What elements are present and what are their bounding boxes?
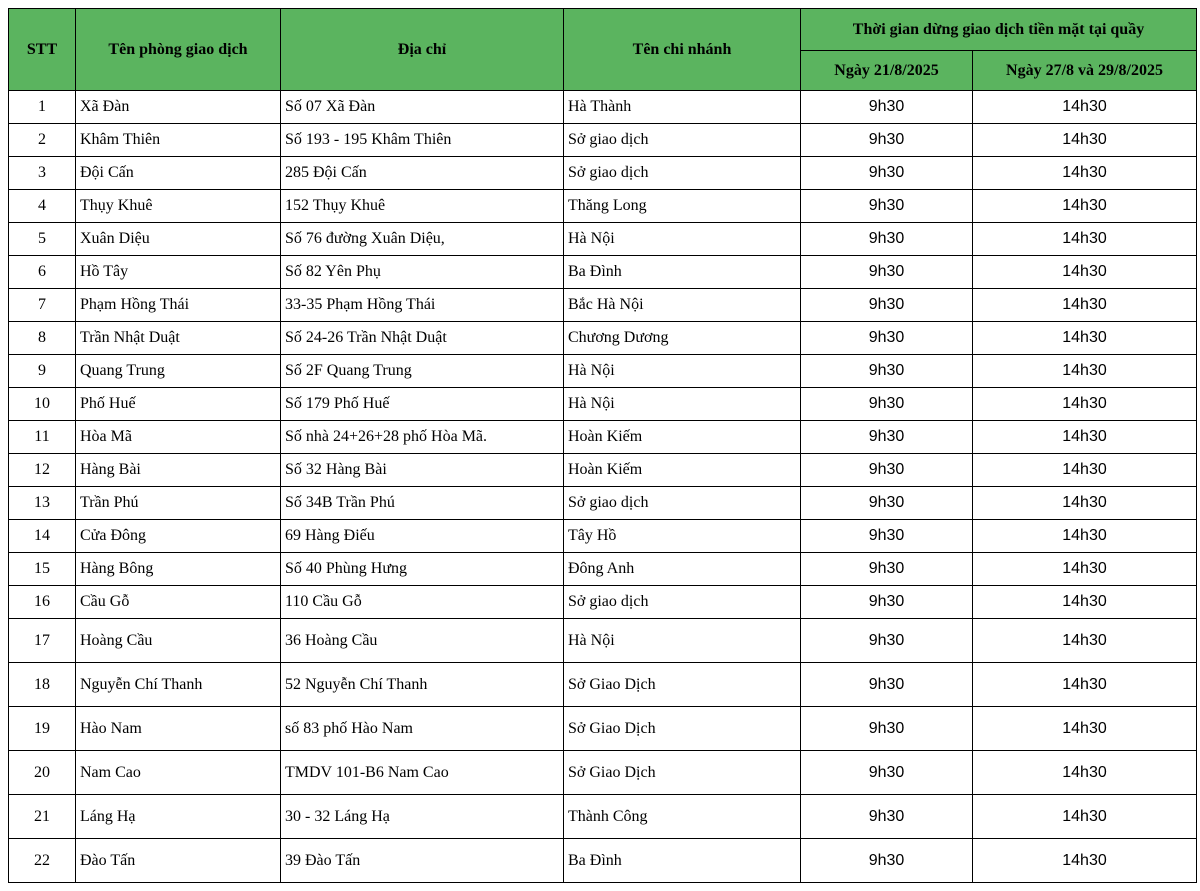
- table-row: [9, 388, 1197, 421]
- row-address: Số 193 - 195 Khâm Thiên: [281, 124, 564, 157]
- row-stt: 19: [9, 707, 76, 751]
- row-branch: Chương Dương: [564, 322, 801, 355]
- row-time-date2: 14h30: [973, 795, 1197, 839]
- row-time-date1: 9h30: [801, 157, 973, 190]
- row-stt: 5: [9, 223, 76, 256]
- table-row: [9, 663, 1197, 707]
- row-address: 39 Đào Tấn: [281, 839, 564, 883]
- table-header: [9, 9, 1197, 91]
- row-branch: Hoàn Kiếm: [564, 454, 801, 487]
- row-office-name: Láng Hạ: [76, 795, 281, 839]
- row-office-name: Hàng Bài: [76, 454, 281, 487]
- row-office-name: Phạm Hồng Thái: [76, 289, 281, 322]
- row-time-date2: 14h30: [973, 388, 1197, 421]
- row-branch: Sở Giao Dịch: [564, 663, 801, 707]
- row-stt: 12: [9, 454, 76, 487]
- table-row: [9, 586, 1197, 619]
- table-row: [9, 421, 1197, 454]
- row-time-date2: 14h30: [973, 751, 1197, 795]
- row-time-date1: 9h30: [801, 619, 973, 663]
- table-row: [9, 190, 1197, 223]
- row-time-date2: 14h30: [973, 487, 1197, 520]
- row-time-date1: 9h30: [801, 91, 973, 124]
- row-office-name: Hào Nam: [76, 707, 281, 751]
- row-address: Số 76 đường Xuân Diệu,: [281, 223, 564, 256]
- row-address: Số 82 Yên Phụ: [281, 256, 564, 289]
- row-branch: Sở giao dịch: [564, 124, 801, 157]
- row-office-name: Xuân Diệu: [76, 223, 281, 256]
- row-office-name: Hoàng Cầu: [76, 619, 281, 663]
- row-time-date1: 9h30: [801, 663, 973, 707]
- row-branch: Ba Đình: [564, 839, 801, 883]
- table-row: [9, 751, 1197, 795]
- row-office-name: Đội Cấn: [76, 157, 281, 190]
- row-time-date2: 14h30: [973, 553, 1197, 586]
- row-time-date1: 9h30: [801, 124, 973, 157]
- row-time-date2: 14h30: [973, 619, 1197, 663]
- row-time-date2: 14h30: [973, 157, 1197, 190]
- row-time-date2: 14h30: [973, 190, 1197, 223]
- col-date2-header: Ngày 27/8 và 29/8/2025: [973, 51, 1197, 91]
- row-office-name: Quang Trung: [76, 355, 281, 388]
- row-office-name: Cầu Gỗ: [76, 586, 281, 619]
- row-time-date1: 9h30: [801, 421, 973, 454]
- row-branch: Thành Công: [564, 795, 801, 839]
- row-address: Số 32 Hàng Bài: [281, 454, 564, 487]
- row-stt: 20: [9, 751, 76, 795]
- row-office-name: Xã Đàn: [76, 91, 281, 124]
- col-suspension-group-header: Thời gian dừng giao dịch tiền mặt tại quầy: [801, 9, 1197, 51]
- row-stt: 9: [9, 355, 76, 388]
- table-row: [9, 454, 1197, 487]
- row-stt: 6: [9, 256, 76, 289]
- row-branch: Hà Thành: [564, 91, 801, 124]
- row-branch: Sở giao dịch: [564, 157, 801, 190]
- row-stt: 22: [9, 839, 76, 883]
- table-row: [9, 619, 1197, 663]
- table-row: [9, 355, 1197, 388]
- col-stt-header: STT: [9, 9, 76, 91]
- row-address: Số 179 Phố Huế: [281, 388, 564, 421]
- table-row: [9, 322, 1197, 355]
- table-row: [9, 795, 1197, 839]
- table-row: [9, 256, 1197, 289]
- table-row: [9, 91, 1197, 124]
- row-time-date1: 9h30: [801, 454, 973, 487]
- row-branch: Hà Nội: [564, 619, 801, 663]
- row-office-name: Nam Cao: [76, 751, 281, 795]
- row-address: 69 Hàng Điếu: [281, 520, 564, 553]
- row-time-date2: 14h30: [973, 707, 1197, 751]
- row-stt: 11: [9, 421, 76, 454]
- row-time-date1: 9h30: [801, 839, 973, 883]
- row-address: 52 Nguyễn Chí Thanh: [281, 663, 564, 707]
- col-date1-header: Ngày 21/8/2025: [801, 51, 973, 91]
- row-office-name: Khâm Thiên: [76, 124, 281, 157]
- row-time-date2: 14h30: [973, 839, 1197, 883]
- row-office-name: Phố Huế: [76, 388, 281, 421]
- table-row: [9, 124, 1197, 157]
- row-time-date2: 14h30: [973, 223, 1197, 256]
- row-branch: Đông Anh: [564, 553, 801, 586]
- row-address: 152 Thụy Khuê: [281, 190, 564, 223]
- row-time-date1: 9h30: [801, 520, 973, 553]
- col-address-header: Địa chỉ: [281, 9, 564, 91]
- row-branch: Hoàn Kiếm: [564, 421, 801, 454]
- row-address: TMDV 101-B6 Nam Cao: [281, 751, 564, 795]
- row-time-date1: 9h30: [801, 553, 973, 586]
- row-branch: Sở Giao Dịch: [564, 707, 801, 751]
- row-stt: 18: [9, 663, 76, 707]
- row-branch: Bắc Hà Nội: [564, 289, 801, 322]
- col-office-name-header: Tên phòng giao dịch: [76, 9, 281, 91]
- row-branch: Sở Giao Dịch: [564, 751, 801, 795]
- row-stt: 13: [9, 487, 76, 520]
- row-stt: 2: [9, 124, 76, 157]
- row-time-date1: 9h30: [801, 388, 973, 421]
- table-row: [9, 157, 1197, 190]
- row-time-date1: 9h30: [801, 355, 973, 388]
- row-stt: 3: [9, 157, 76, 190]
- row-time-date1: 9h30: [801, 586, 973, 619]
- table-body: [9, 91, 1197, 883]
- row-branch: Ba Đình: [564, 256, 801, 289]
- row-branch: Hà Nội: [564, 388, 801, 421]
- table-row: [9, 839, 1197, 883]
- row-stt: 8: [9, 322, 76, 355]
- branch-schedule-table: [8, 8, 1197, 883]
- row-stt: 4: [9, 190, 76, 223]
- row-stt: 14: [9, 520, 76, 553]
- table-row: [9, 289, 1197, 322]
- row-office-name: Trần Nhật Duật: [76, 322, 281, 355]
- table-row: [9, 223, 1197, 256]
- row-time-date1: 9h30: [801, 707, 973, 751]
- row-address: Số 07 Xã Đàn: [281, 91, 564, 124]
- row-time-date2: 14h30: [973, 520, 1197, 553]
- row-time-date1: 9h30: [801, 223, 973, 256]
- row-office-name: Hồ Tây: [76, 256, 281, 289]
- row-time-date2: 14h30: [973, 124, 1197, 157]
- row-address: 33-35 Phạm Hồng Thái: [281, 289, 564, 322]
- row-office-name: Hàng Bông: [76, 553, 281, 586]
- table-row: [9, 553, 1197, 586]
- row-time-date2: 14h30: [973, 586, 1197, 619]
- row-time-date2: 14h30: [973, 289, 1197, 322]
- row-office-name: Trần Phú: [76, 487, 281, 520]
- row-branch: Hà Nội: [564, 223, 801, 256]
- row-address: 30 - 32 Láng Hạ: [281, 795, 564, 839]
- table-row: [9, 487, 1197, 520]
- row-address: Số 40 Phùng Hưng: [281, 553, 564, 586]
- row-office-name: Nguyễn Chí Thanh: [76, 663, 281, 707]
- row-time-date2: 14h30: [973, 421, 1197, 454]
- row-stt: 21: [9, 795, 76, 839]
- row-office-name: Đào Tấn: [76, 839, 281, 883]
- row-branch: Thăng Long: [564, 190, 801, 223]
- row-branch: Tây Hồ: [564, 520, 801, 553]
- row-stt: 10: [9, 388, 76, 421]
- row-address: Số nhà 24+26+28 phố Hòa Mã.: [281, 421, 564, 454]
- row-address: 285 Đội Cấn: [281, 157, 564, 190]
- row-stt: 1: [9, 91, 76, 124]
- row-time-date1: 9h30: [801, 256, 973, 289]
- table-row: [9, 520, 1197, 553]
- row-address: 36 Hoàng Cầu: [281, 619, 564, 663]
- row-time-date2: 14h30: [973, 663, 1197, 707]
- row-stt: 7: [9, 289, 76, 322]
- row-time-date1: 9h30: [801, 289, 973, 322]
- row-stt: 15: [9, 553, 76, 586]
- row-time-date2: 14h30: [973, 355, 1197, 388]
- row-address: số 83 phố Hào Nam: [281, 707, 564, 751]
- row-branch: Hà Nội: [564, 355, 801, 388]
- row-time-date2: 14h30: [973, 91, 1197, 124]
- row-branch: Sở giao dịch: [564, 586, 801, 619]
- row-time-date2: 14h30: [973, 322, 1197, 355]
- row-time-date1: 9h30: [801, 190, 973, 223]
- row-time-date1: 9h30: [801, 795, 973, 839]
- row-time-date2: 14h30: [973, 454, 1197, 487]
- row-office-name: Hòa Mã: [76, 421, 281, 454]
- row-office-name: Cửa Đông: [76, 520, 281, 553]
- row-time-date2: 14h30: [973, 256, 1197, 289]
- row-time-date1: 9h30: [801, 322, 973, 355]
- row-address: Số 2F Quang Trung: [281, 355, 564, 388]
- row-address: Số 24-26 Trần Nhật Duật: [281, 322, 564, 355]
- row-stt: 17: [9, 619, 76, 663]
- row-branch: Sở giao dịch: [564, 487, 801, 520]
- table-row: [9, 707, 1197, 751]
- row-address: 110 Cầu Gỗ: [281, 586, 564, 619]
- row-time-date1: 9h30: [801, 751, 973, 795]
- row-time-date1: 9h30: [801, 487, 973, 520]
- row-office-name: Thụy Khuê: [76, 190, 281, 223]
- row-address: Số 34B Trần Phú: [281, 487, 564, 520]
- row-stt: 16: [9, 586, 76, 619]
- col-branch-header: Tên chi nhánh: [564, 9, 801, 91]
